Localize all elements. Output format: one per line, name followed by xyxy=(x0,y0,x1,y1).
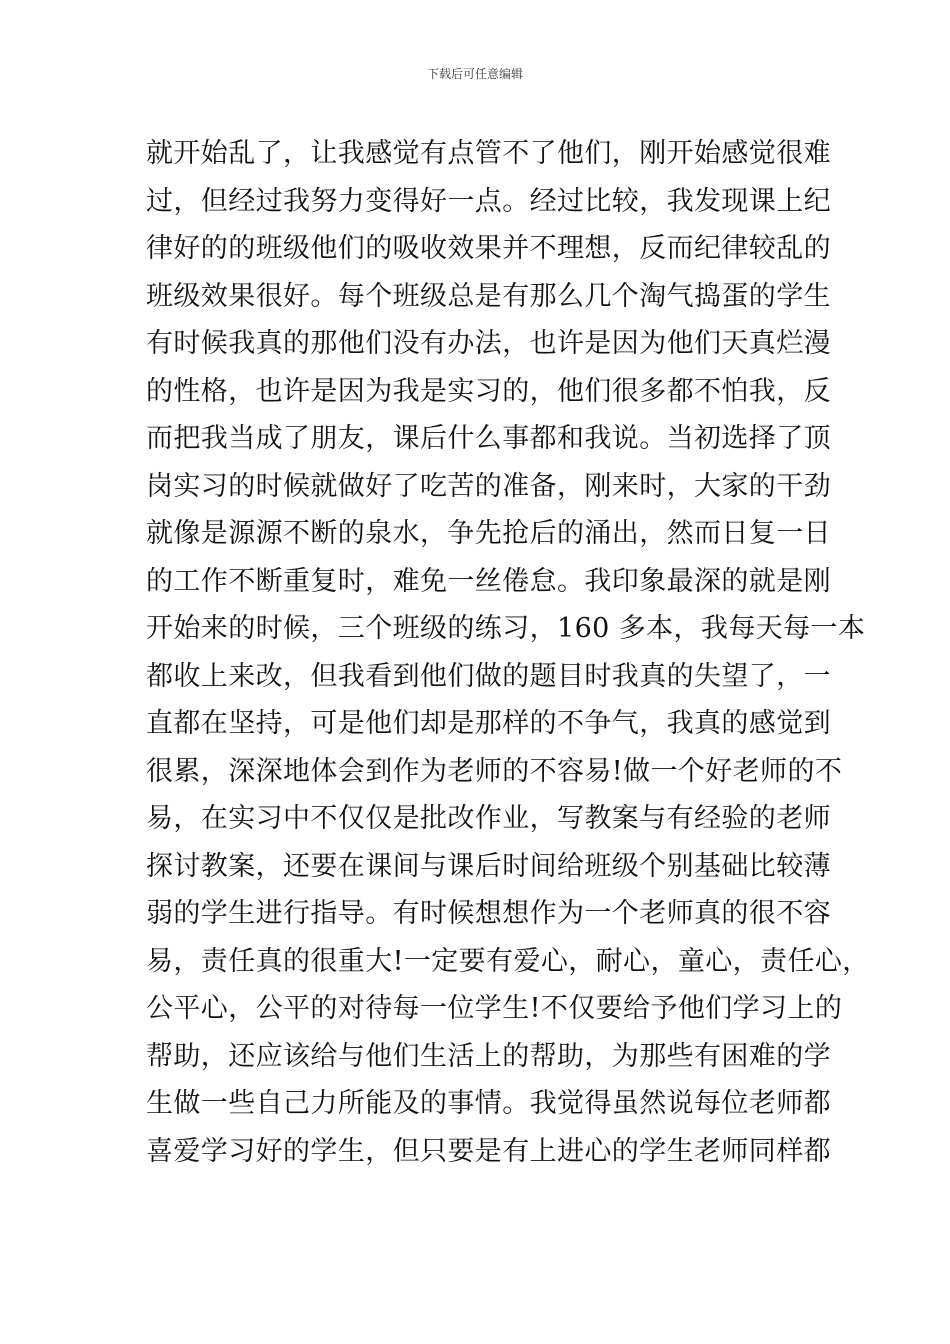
text-line: 公平心，公平的对待每一位学生!不仅要给予他们学习上的 xyxy=(146,993,843,1024)
text-line: 生做一些自己力所能及的事情。我觉得虽然说每位老师都 xyxy=(146,1088,831,1119)
text-line: 的性格，也许是因为我是实习的，他们很多都不怕我，反 xyxy=(146,375,831,407)
text-line: 而把我当成了朋友，课后什么事都和我说。当初选择了顶 xyxy=(146,423,831,454)
text-line: 探讨教案，还要在课间与课后时间给班级个别基础比较薄 xyxy=(146,850,831,882)
text-line: 岗实习的时候就做好了吃苦的准备，刚来时，大家的干劲 xyxy=(146,470,831,502)
text-line: 律好的的班级他们的吸收效果并不理想，反而纪律较乱的 xyxy=(146,233,831,264)
text-line: 过，但经过我努力变得好一点。经过比较，我发现课上纪 xyxy=(146,185,831,217)
page-header-note: 下载后可任意编辑 xyxy=(426,67,523,81)
text-line: 喜爱学习好的学生，但只要是有上进心的学生老师同样都 xyxy=(146,1135,831,1167)
text-line: 有时候我真的那他们没有办法，也许是因为他们天真烂漫 xyxy=(146,328,831,359)
text-line: 的工作不断重复时，难免一丝倦怠。我印象最深的就是刚 xyxy=(146,565,831,597)
text-line: 班级效果很好。每个班级总是有那么几个淘气捣蛋的学生 xyxy=(146,280,831,312)
text-line: 都收上来改，但我看到他们做的题目时我真的失望了，一 xyxy=(146,660,831,692)
text-line: 直都在坚持，可是他们却是那样的不争气，我真的感觉到 xyxy=(146,708,831,739)
text-line: 很累，深深地体会到作为老师的不容易!做一个好老师的不 xyxy=(146,755,843,787)
text-line: 就开始乱了，让我感觉有点管不了他们，刚开始感觉很难 xyxy=(146,138,831,169)
text-line: 易，在实习中不仅仅是批改作业，写教案与有经验的老师 xyxy=(146,803,831,834)
text-line: 帮助，还应该给与他们生活上的帮助，为那些有困难的学 xyxy=(146,1040,831,1072)
document-body xyxy=(146,130,870,1175)
text-line: 开始来的时候，三个班级的练习，160 多本，我每天每一本 xyxy=(146,613,866,644)
text-line: 弱的学生进行指导。有时候想想作为一个老师真的很不容 xyxy=(146,898,831,929)
text-line: 就像是源源不断的泉水，争先抢后的涌出，然而日复一日 xyxy=(146,518,831,549)
text-line: 易，责任真的很重大!一定要有爱心，耐心，童心，责任心， xyxy=(146,945,870,977)
